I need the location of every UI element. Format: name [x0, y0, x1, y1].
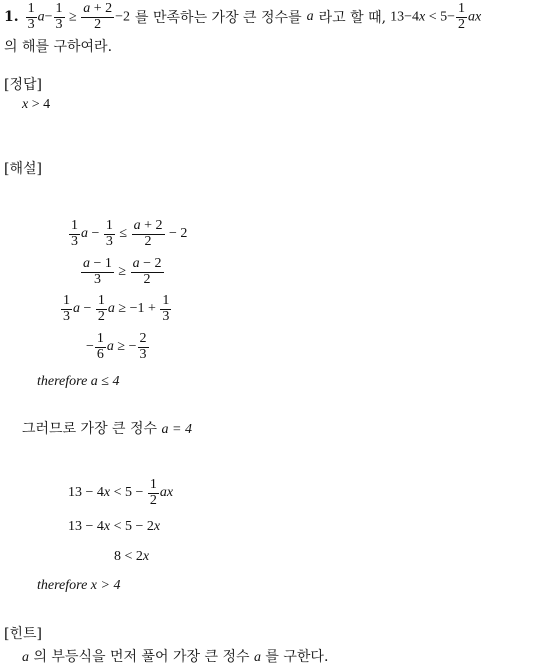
- hint-var-a1: a: [22, 650, 29, 665]
- therefore-2-word: therefore: [37, 578, 88, 593]
- problem-line-1: [4, 2, 481, 32]
- hint-text-end: 를 구한다.: [265, 649, 329, 665]
- problem-number: 1.: [4, 9, 19, 26]
- problem-var-a: a: [306, 9, 314, 25]
- hint-header: [힌트]: [4, 626, 42, 642]
- answer-header: [정답]: [4, 77, 42, 93]
- problem-line-2: 의 해를 구하여라.: [4, 39, 113, 55]
- therefore-1-word: therefore: [37, 374, 88, 389]
- hint-var-a2: a: [253, 650, 261, 665]
- problem-text-mid2: 라고 할 때,: [318, 10, 387, 27]
- conclusion-text: 그러므로 가장 큰 정수: [22, 421, 158, 437]
- step-5: 13 − 4 x < 5 − $\frac{1}{2}$ ax: [68, 477, 174, 508]
- hint-line: [22, 646, 328, 666]
- therefore-2: [37, 578, 120, 594]
- problem-text-mid: 를 만족하는 가장 큰 정수를: [135, 10, 302, 27]
- step-4: − $\frac{1}{6}$ a ≥ − $\frac{2}{3}$: [86, 331, 147, 362]
- conclusion-line: [22, 418, 192, 438]
- conclusion-eq: a = 4: [161, 422, 192, 437]
- step-3: $\frac{1}{3}$ a − $\frac{1}{2}$ a ≥ −1 + $\frac{1}{3}$: [63, 293, 170, 324]
- therefore-1-rhs: a ≤ 4: [90, 374, 120, 389]
- step-7: 8 < 2x: [114, 549, 150, 564]
- hint-text: 의 부등식을 먼저 풀어 가장 큰 정수: [33, 649, 250, 665]
- problem-math-lhs: $\frac{1}{3}$ a− $\frac{1}{3}$ ≥ $\frac{a + 2}{2}$ −2: [27, 1, 131, 32]
- step-1: $\frac{1}{3}$ a − $\frac{1}{3}$ ≤ $\frac{a + 2}{2}$ − 2: [71, 218, 188, 249]
- step-6: 13 − 4x < 5 − 2x: [68, 519, 161, 534]
- step-2: $\frac{a - 1}{3}$ ≥ $\frac{a - 2}{2}$: [83, 256, 162, 287]
- problem-math-rhs: 13−4x < 5− $\frac{1}{2}$ ax: [390, 1, 482, 32]
- therefore-2-rhs: x > 4: [90, 578, 121, 593]
- therefore-1: [37, 374, 119, 390]
- explanation-header: [해설]: [4, 161, 42, 177]
- answer-math: x > 4: [22, 97, 51, 112]
